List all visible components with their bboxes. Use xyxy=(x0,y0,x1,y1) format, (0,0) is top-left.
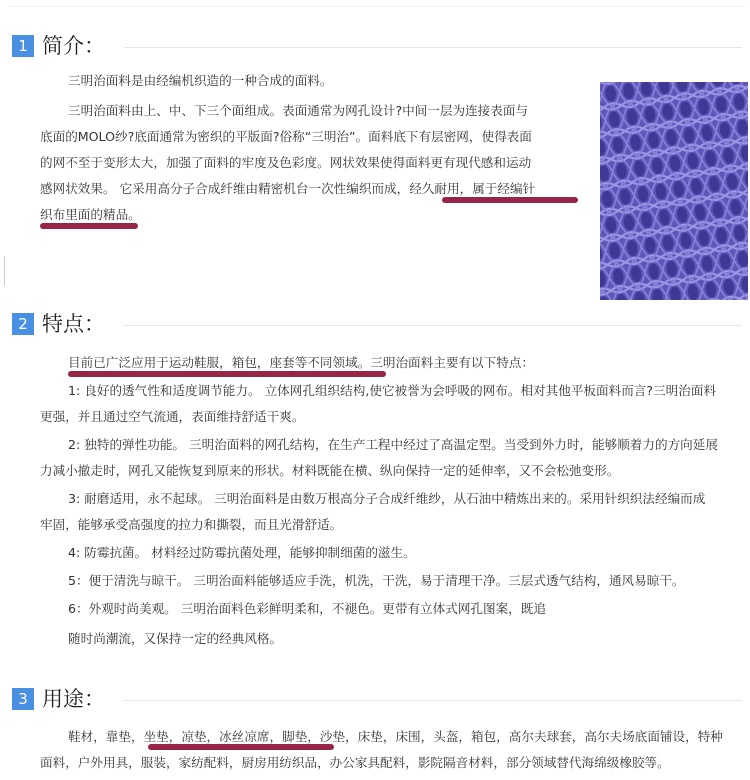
feature-line: 6：外观时尚美观。 三明治面料色彩鲜明柔和，不褪色。更带有立体式网孔图案，既追 xyxy=(68,601,546,616)
usage-line: 鞋材，靠垫，坐垫，凉垫，冰丝凉席，脚垫，沙垫，床垫，床围，头盔，箱包，高尔夫球套，高尔夫场底面铺设，特种 xyxy=(68,729,723,744)
feature-line: 更强，并且通过空气流通，表面维持舒适干爽。 xyxy=(40,409,305,424)
top-divider xyxy=(8,0,746,7)
feature-line: 牢固，能够承受高强度的拉力和撕裂，而且光滑舒适。 xyxy=(40,517,343,532)
header-rule xyxy=(124,700,742,701)
section-header-intro xyxy=(12,32,750,60)
intro-line: 底面的MOLO纱?底面通常为密织的平版面?俗称“三明治”。面料底下有层密网，使得表面 xyxy=(40,129,532,144)
section-title: 特点： xyxy=(42,312,105,336)
feature-line: 4: 防霉抗菌。 材料经过防霉抗菌处理，能够抑制细菌的滋生。 xyxy=(68,545,416,560)
side-tab xyxy=(0,256,5,286)
intro-paragraph-1: 三明治面料是由经编机织造的一种合成的面料。 xyxy=(68,73,333,88)
intro-line: 感网状效果。 它采用高分子合成纤维由精密机台一次性编织而成，经久耐用，属于经编针 xyxy=(40,181,536,196)
section-title: 用途： xyxy=(42,687,105,711)
highlight-underline xyxy=(40,223,138,229)
section-number: 3 xyxy=(12,688,34,710)
intro-line: 三明治面料由上、中、下三个面组成。表面通常为网孔设计?中间一层为连接表面与 xyxy=(68,103,529,118)
section-number: 1 xyxy=(12,35,34,57)
feature-line: 5：便于清洗与晾干。 三明治面料能够适应手洗，机洗，干洗，易于清理干净。三层式透气结构，通风易晾干。 xyxy=(68,573,685,588)
feature-line: 1: 良好的透气性和适度调节能力。 立体网孔组织结构,使它被誉为会呼吸的网布。相对其他平板面料而言?三明治面料 xyxy=(68,383,717,398)
highlight-underline xyxy=(68,371,386,377)
section-header-usage xyxy=(12,685,750,713)
intro-line: 的网不至于变形太大，加强了面料的牢度及色彩度。网状效果使得面料更有现代感和运动 xyxy=(40,155,532,170)
section-number: 2 xyxy=(12,313,34,335)
usage-line: 面料，户外用具，服装，家纺配料，厨房用纺织品，办公家具配料，影院隔音材料，部分领域替代海绵级橡胶等。 xyxy=(40,755,670,770)
highlight-underline xyxy=(442,197,578,203)
header-rule xyxy=(124,325,742,326)
feature-line: 2: 独特的弹性功能。 三明治面料的网孔结构，在生产工程中经过了高温定型。当受到外力时，能够顺着力的方向延展 xyxy=(68,437,718,452)
section-title: 简介： xyxy=(42,34,105,58)
highlight-underline xyxy=(148,744,334,750)
header-rule xyxy=(124,47,742,48)
intro-line: 织布里面的精品。 xyxy=(40,207,141,222)
features-lead: 目前已广泛应用于运动鞋服，箱包，座套等不同领域。三明治面料主要有以下特点： xyxy=(68,355,534,370)
mesh-fabric-image xyxy=(600,82,748,300)
feature-line: 随时尚潮流，又保持一定的经典风格。 xyxy=(68,631,283,646)
section-header-features xyxy=(12,310,750,338)
feature-line: 3: 耐磨适用，永不起球。 三明治面料是由数万根高分子合成纤维纱，从石油中精炼出来的。采用针织织法经编而成 xyxy=(68,491,706,506)
feature-line: 力减小撤走时，网孔又能恢复到原来的形状。材料既能在横、纵向保持一定的延伸率，又不会松弛变形。 xyxy=(40,463,620,478)
